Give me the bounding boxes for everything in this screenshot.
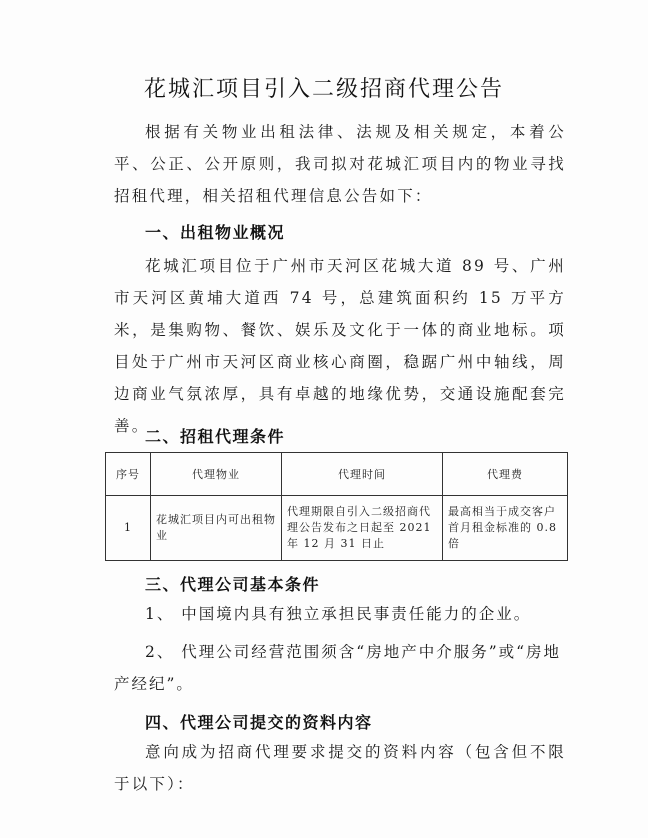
agency-conditions-table	[105, 452, 568, 561]
condition-item-2: 2、 代理公司经营范围须含“房地产中介服务”或“房地产经纪”。	[114, 643, 562, 693]
intro-paragraph: 根据有关物业出租法律、法规及相关规定，本着公平、公正、公开原则，我司拟对花城汇项目内的物业寻找招租代理，相关招租代理信息公告如下：	[114, 123, 566, 205]
col-header-period: 代理时间	[282, 453, 443, 496]
condition-item-1: 1、 中国境内具有独立承担民事责任能力的企业。	[145, 605, 532, 623]
table-header-row	[106, 453, 568, 496]
document-title: 花城汇项目引入二级招商代理公告	[143, 77, 504, 102]
section1-paragraph: 花城汇项目位于广州市天河区花城大道 89 号、广州市天河区黄埔大道西 74 号，总建筑面积约 15 万平方米，是集购物、餐饮、娱乐及文化于一体的商业地标。项目处于广州市天河区商业核心商圈，稳踞广州中轴线，周边商业气氛浓厚，具有卓越的地缘优势，交通设施配套完善。	[114, 257, 566, 435]
section2-heading: 二、招租代理条件	[145, 427, 286, 446]
cell-no: 1	[106, 496, 151, 561]
table-row	[106, 496, 568, 561]
section3-heading: 三、代理公司基本条件	[145, 575, 321, 594]
section4-heading: 四、代理公司提交的资料内容	[145, 713, 373, 732]
cell-period: 代理期限自引入二级招商代理公告发布之日起至 2021 年 12 月 31 日止	[282, 496, 443, 561]
col-header-fee: 代理费	[443, 453, 568, 496]
cell-property: 花城汇项目内可出租物业	[151, 496, 282, 561]
section1-heading: 一、出租物业概况	[145, 223, 286, 242]
section4-paragraph: 意向成为招商代理要求提交的资料内容（包含但不限于以下）：	[114, 743, 566, 793]
cell-fee: 最高相当于成交客户首月租金标准的 0.8 倍	[443, 496, 568, 561]
col-header-property: 代理物业	[151, 453, 282, 496]
col-header-no: 序号	[106, 453, 151, 496]
